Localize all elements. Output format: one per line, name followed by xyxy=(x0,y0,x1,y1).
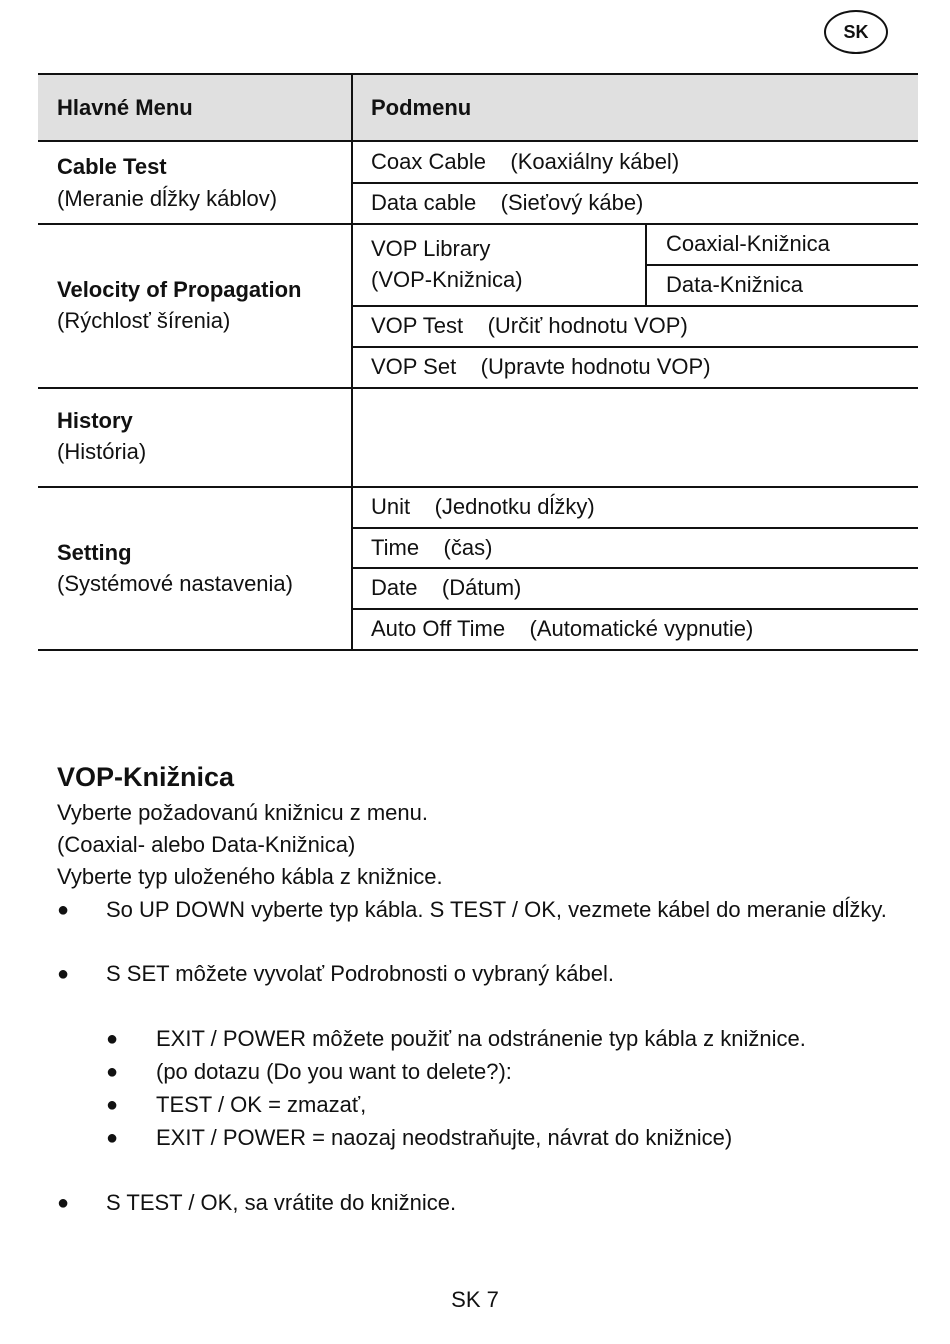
submenu-coax-cable: Coax Cable (Koaxiálny kábel) xyxy=(371,149,680,174)
setting-subtitle: (Systémové nastavenia) xyxy=(57,571,293,596)
setting-title: Setting xyxy=(57,540,132,565)
row-divider xyxy=(38,486,918,488)
coaxial-library-item: Coaxial-Knižnica xyxy=(666,231,830,256)
column-divider xyxy=(351,73,353,651)
data-library-item: Data-Knižnica xyxy=(666,272,803,297)
submenu-time: Time (čas) xyxy=(371,535,493,560)
bullet-icon: ● xyxy=(57,899,70,921)
bullet-icon: ● xyxy=(106,1127,119,1149)
bullet-text: So UP DOWN vyberte typ kábla. S TEST / OK, vezmete kábel do meranie dĺžky. xyxy=(106,897,887,922)
submenu-unit: Unit (Jednotku dĺžky) xyxy=(371,494,595,519)
submenu-vop-test: VOP Test (Určiť hodnotu VOP) xyxy=(371,313,688,338)
submenu-vop-set: VOP Set (Upravte hodnotu VOP) xyxy=(371,354,711,379)
vop-subtitle: (Rýchlosť šírenia) xyxy=(57,308,231,333)
sub-bullet-text: EXIT / POWER môžete použiť na odstránenie typ kábla z knižnice. xyxy=(156,1026,806,1051)
header-submenu: Podmenu xyxy=(371,95,472,120)
submenu-auto-off-time: Auto Off Time (Automatické vypnutie) xyxy=(371,616,754,641)
sub-bullet-text: TEST / OK = zmazať, xyxy=(156,1092,367,1117)
bullet-text: S SET môžete vyvolať Podrobnosti o vybraný kábel. xyxy=(106,961,614,986)
row-divider xyxy=(352,346,918,348)
page-number: SK 7 xyxy=(451,1287,499,1312)
vop-library-sublabel: (VOP-Knižnica) xyxy=(371,267,523,292)
submenu-data-cable: Data cable (Sieťový kábe) xyxy=(371,190,644,215)
table-bottom-border xyxy=(38,649,918,651)
bullet-icon: ● xyxy=(57,1192,70,1214)
header-divider xyxy=(38,140,918,142)
bullet-icon: ● xyxy=(106,1061,119,1083)
history-title: History xyxy=(57,408,133,433)
row-divider xyxy=(352,182,918,184)
history-subtitle: (História) xyxy=(57,439,147,464)
sub-bullet-text: EXIT / POWER = naozaj neodstraňujte, návrat do knižnice) xyxy=(156,1125,733,1150)
section-heading: VOP-Knižnica xyxy=(57,762,235,792)
table-top-border xyxy=(38,73,918,75)
bullet-text: S TEST / OK, sa vrátite do knižnice. xyxy=(106,1190,457,1215)
language-badge: SK xyxy=(824,10,888,54)
bullet-icon: ● xyxy=(106,1094,119,1116)
cable-test-title: Cable Test xyxy=(57,154,167,179)
row-divider xyxy=(352,608,918,610)
row-divider xyxy=(352,527,918,529)
cable-test-subtitle: (Meranie dĺžky káblov) xyxy=(57,186,278,211)
vop-title: Velocity of Propagation xyxy=(57,277,302,302)
column-divider xyxy=(645,223,647,307)
sub-bullet-text: (po dotazu (Do you want to delete?): xyxy=(156,1059,512,1084)
bullet-icon: ● xyxy=(57,963,70,985)
paragraph-line: (Coaxial- alebo Data-Knižnica) xyxy=(57,832,356,857)
bullet-icon: ● xyxy=(106,1028,119,1050)
header-main-menu: Hlavné Menu xyxy=(57,95,193,120)
vop-library-label: VOP Library xyxy=(371,236,491,261)
row-divider xyxy=(352,305,918,307)
paragraph-line: Vyberte typ uloženého kábla z knižnice. xyxy=(57,864,443,889)
paragraph-line: Vyberte požadovanú knižnicu z menu. xyxy=(57,800,428,825)
row-divider xyxy=(38,223,918,225)
row-divider xyxy=(646,264,918,266)
row-divider xyxy=(38,387,918,389)
submenu-date: Date (Dátum) xyxy=(371,575,522,600)
row-divider xyxy=(352,567,918,569)
